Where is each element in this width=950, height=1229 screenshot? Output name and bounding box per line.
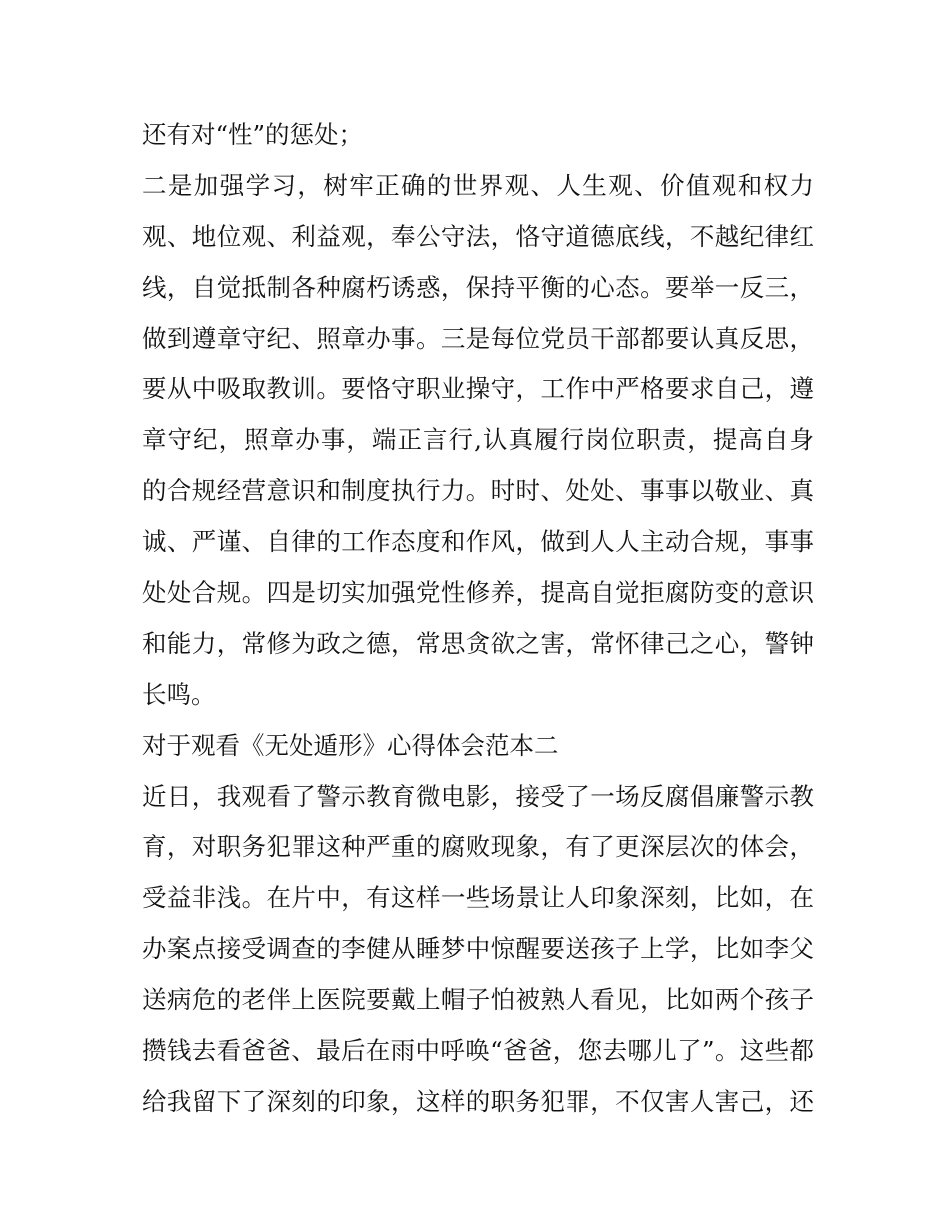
text-line-11: 和能力，常修为政之德，常思贪欲之害，常怀律己之心，警钟 <box>142 628 814 658</box>
section-heading: 对于观看《无处遁形》心得体会范本二 <box>142 730 559 760</box>
text-line-3: 观、地位观、利益观，奉公守法，恪守道德底线，不越纪律红 <box>142 221 814 251</box>
text-line-4: 线，自觉抵制各种腐朽诱惑，保持平衡的心态。要举一反三， <box>142 272 814 302</box>
text-line-2: 二是加强学习，树牢正确的世界观、人生观、价值观和权力 <box>142 170 814 200</box>
text-line-16: 受益非浅。在片中，有这样一些场景让人印象深刻，比如，在 <box>142 883 814 913</box>
text-line-5: 做到遵章守纪、照章办事。三是每位党员干部都要认真反思， <box>142 323 814 353</box>
text-line-9: 诚、严谨、自律的工作态度和作风，做到人人主动合规，事事 <box>142 527 814 557</box>
text-line-20: 给我留下了深刻的印象，这样的职务犯罪，不仅害人害己，还 <box>142 1086 814 1116</box>
text-line-14: 近日，我观看了警示教育微电影，接受了一场反腐倡廉警示教 <box>142 781 814 811</box>
text-line-19: 攒钱去看爸爸、最后在雨中呼唤“爸爸，您去哪儿了”。这些都 <box>142 1036 814 1066</box>
document-body <box>142 110 814 1128</box>
text-line-15: 育，对职务犯罪这种严重的腐败现象，有了更深层次的体会， <box>142 832 814 862</box>
text-line-1: 还有对“性”的惩处； <box>142 120 364 149</box>
text-line-18: 送病危的老伴上医院要戴上帽子怕被熟人看见，比如两个孩子 <box>142 985 814 1015</box>
text-line-7: 章守纪，照章办事，端正言行,认真履行岗位职责，提高自身 <box>142 425 814 455</box>
text-line-17: 办案点接受调查的李健从睡梦中惊醒要送孩子上学，比如李父 <box>142 934 814 964</box>
text-line-8: 的合规经营意识和制度执行力。时时、处处、事事以敬业、真 <box>142 476 814 506</box>
text-line-10: 处处合规。四是切实加强党性修养，提高自觉拒腐防变的意识 <box>142 578 814 608</box>
text-line-6: 要从中吸取教训。要恪守职业操守，工作中严格要求自己，遵 <box>142 374 814 404</box>
text-line-12: 长鸣。 <box>142 679 216 709</box>
